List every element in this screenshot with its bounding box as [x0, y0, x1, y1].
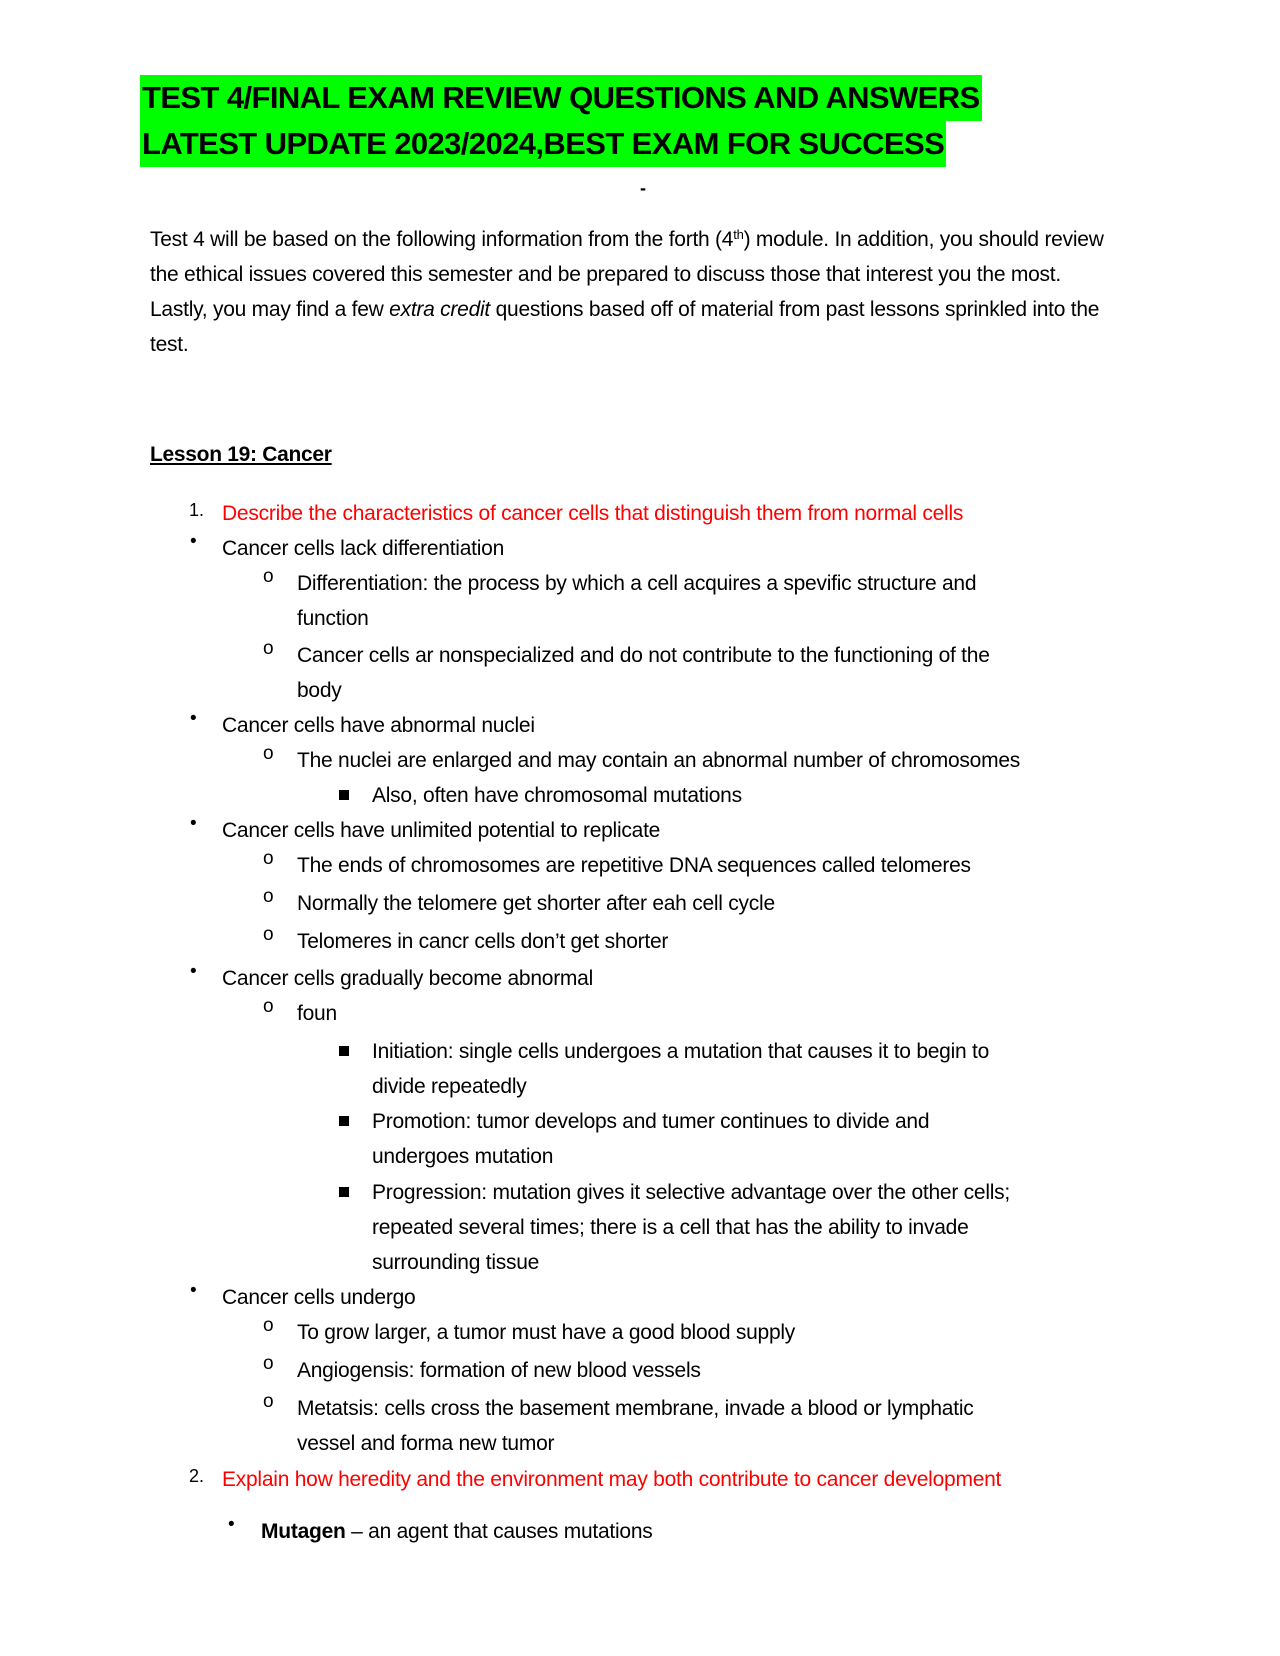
term: Mutagen	[261, 1520, 346, 1543]
list-item: Angiogensis: formation of new blood vessels	[297, 1359, 701, 1382]
list-item: Normally the telomere get shorter after eah cell cycle	[297, 892, 775, 915]
list-item: Metatsis: cells cross the basement membrane, invade a blood or lymphatic	[297, 1397, 974, 1420]
title-line-2: LATEST UPDATE 2023/2024,BEST EXAM FOR SUCCESS	[140, 121, 946, 167]
list-item: The nuclei are enlarged and may contain an abnormal number of chromosomes	[297, 749, 1020, 772]
list-item: To grow larger, a tumor must have a good blood supply	[297, 1321, 796, 1344]
list-item-cont: surrounding tissue	[372, 1251, 540, 1274]
document-title	[140, 75, 982, 167]
list-item: The ends of chromosomes are repetitive DNA sequences called telomeres	[297, 854, 971, 877]
square-bullet-icon	[339, 1116, 349, 1126]
list-item: Also, often have chromosomal mutations	[372, 784, 742, 807]
square-bullet-icon	[339, 790, 349, 800]
question-number: 2.	[189, 1466, 205, 1486]
sub-bullet-icon: o	[263, 924, 274, 945]
sub-bullet-icon: o	[263, 848, 274, 869]
list-item: Cancer cells have abnormal nuclei	[222, 714, 535, 737]
bullet-icon: •	[190, 531, 197, 552]
list-item: Cancer cells have unlimited potential to replicate	[222, 819, 661, 842]
sub-bullet-icon: o	[263, 1353, 274, 1374]
list-item: Cancer cells undergo	[222, 1286, 416, 1309]
list-item: foun	[297, 1002, 337, 1025]
sub-bullet-icon: o	[263, 1391, 274, 1412]
intro-text: questions based off of material from past lessons sprinkled into the test.	[150, 298, 1100, 356]
separator: -	[640, 178, 646, 198]
list-item-cont: divide repeatedly	[372, 1075, 527, 1098]
lesson-heading: Lesson 19: Cancer	[150, 443, 332, 466]
bullet-icon: •	[228, 1514, 235, 1535]
sub-bullet-icon: o	[263, 996, 274, 1017]
list-item-cont: function	[297, 607, 369, 630]
question-1: Describe the characteristics of cancer cells that distinguish them from normal cells	[222, 502, 964, 525]
sub-bullet-icon: o	[263, 743, 274, 764]
question-number: 1.	[189, 500, 205, 520]
list-item-cont: repeated several times; there is a cell that has the ability to invade	[372, 1216, 969, 1239]
question-2: Explain how heredity and the environment may both contribute to cancer development	[222, 1468, 1002, 1491]
list-item: Cancer cells gradually become abnormal	[222, 967, 594, 990]
sub-bullet-icon: o	[263, 638, 274, 659]
square-bullet-icon	[339, 1187, 349, 1197]
list-item: Differentiation: the process by which a cell acquires a spevific structure and	[297, 572, 977, 595]
bullet-icon: •	[190, 708, 197, 729]
intro-italic: extra credit	[389, 298, 491, 321]
list-item-cont: undergoes mutation	[372, 1145, 554, 1168]
list-item: Progression: mutation gives it selective advantage over the other cells;	[372, 1181, 1011, 1204]
intro-paragraph	[150, 222, 1110, 362]
definition: – an agent that causes mutations	[345, 1520, 653, 1543]
list-item: Cancer cells lack differentiation	[222, 537, 505, 560]
square-bullet-icon	[339, 1046, 349, 1056]
bullet-icon: •	[190, 961, 197, 982]
bullet-icon: •	[190, 1280, 197, 1301]
list-item-cont: body	[297, 679, 342, 702]
sub-bullet-icon: o	[263, 1315, 274, 1336]
intro-text: ) module. In addition, you should review the ethical issues covered this semester and be prepared to discuss those that interest you the most. Lastly, you may find a few	[150, 228, 1104, 321]
list-item: Promotion: tumor develops and tumer continues to divide and	[372, 1110, 930, 1133]
list-item: Cancer cells ar nonspecialized and do not contribute to the functioning of the	[297, 644, 990, 667]
intro-text: Test 4 will be based on the following information from the forth (4	[150, 228, 734, 251]
list-item: Initiation: single cells undergoes a mutation that causes it to begin to	[372, 1040, 990, 1063]
list-item-cont: vessel and forma new tumor	[297, 1432, 555, 1455]
intro-superscript: th	[733, 227, 744, 242]
list-item: Telomeres in cancr cells don’t get shorter	[297, 930, 669, 953]
sub-bullet-icon: o	[263, 886, 274, 907]
bullet-icon: •	[190, 813, 197, 834]
sub-bullet-icon: o	[263, 566, 274, 587]
definition-item	[261, 1514, 653, 1549]
title-line-1: TEST 4/FINAL EXAM REVIEW QUESTIONS AND ANSWERS	[140, 75, 982, 121]
